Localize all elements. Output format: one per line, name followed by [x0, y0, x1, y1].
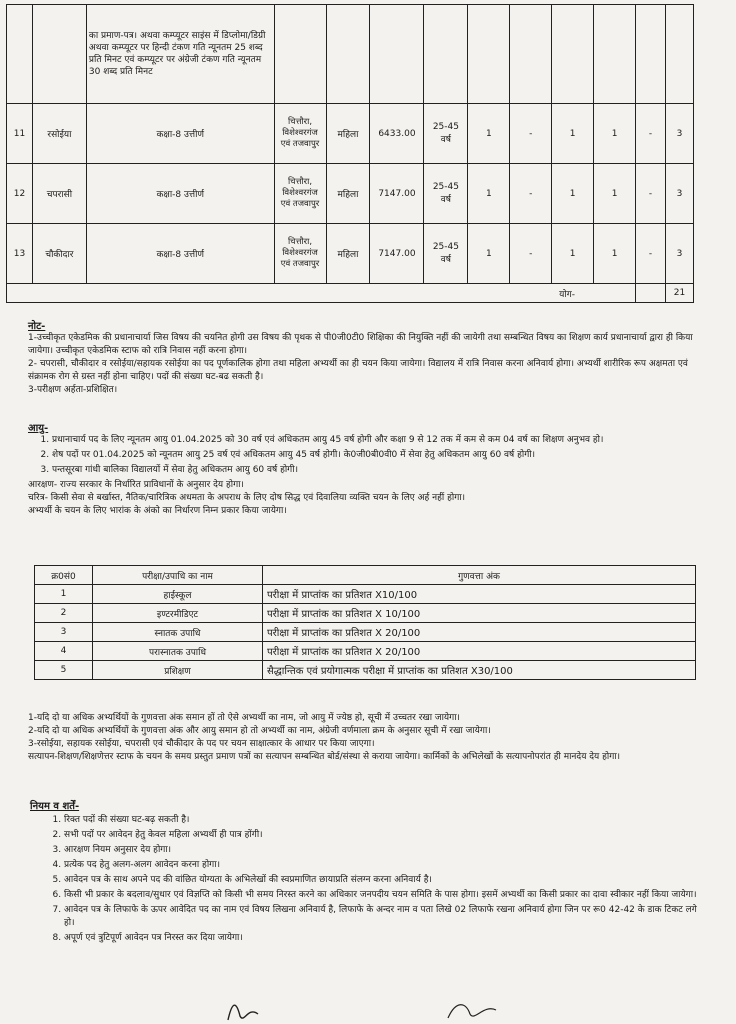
sno-cell: 3: [35, 623, 93, 642]
marks-cell: परीक्षा में प्राप्तांक का प्रतिशत X 20/100: [263, 642, 696, 661]
terms-heading: नियम व शर्तें-: [30, 801, 80, 812]
post-cell: चपरासी: [32, 164, 86, 224]
marks-cell: परीक्षा में प्राप्तांक का प्रतिशत X 10/100: [263, 604, 696, 623]
total-cell: 3: [665, 224, 693, 284]
table-row: [7, 104, 694, 164]
list-item: 7. आवेदन पत्र के लिफाफे के ऊपर आवेदित पद का नाम एवं विषय लिखना अनिवार्य है, लिफाफे के अन्दर नाम व पता लिखे 02 लिफाफे रखना अनिवार्य होगा जिन पर रू0 42-42 के डाक टिकट लगे हो।: [64, 904, 708, 930]
vacancy-table: [6, 4, 694, 303]
sum-label: योग-: [7, 284, 636, 303]
terms-list: [40, 814, 708, 945]
list-item: 8. अपूर्ण एवं त्रुटिपूर्ण आवेदन पत्र निरस्त कर दिया जायेगा।: [64, 932, 708, 945]
age-cell: 25-45 वर्ष: [424, 104, 468, 164]
location-cell: चित्तौरा, विशेश्वरगंज एवं तजवापुर: [274, 104, 326, 164]
column-header: क्र0सं0: [35, 566, 93, 585]
note-block: [28, 332, 708, 397]
qualification-cell: कक्षा-8 उत्तीर्ण: [86, 224, 274, 284]
marks-cell: परीक्षा में प्राप्तांक का प्रतिशत X 20/100: [263, 623, 696, 642]
age-cell: 25-45 वर्ष: [424, 164, 468, 224]
table-row: [35, 585, 696, 604]
character-text: चरित्र- किसी सेवा से बर्खास्त, नैतिक/चारित्रिक अधमता के अपराध के लिए दोष सिद्ध एवं दिवालिया व्यक्ति चयन के लिए अर्ह नहीं होगा।: [28, 493, 466, 503]
count-cell: 1: [468, 164, 510, 224]
verification-paragraph: सत्यापन-शिक्षण/शिक्षणेत्तर स्टाफ के चयन के समय प्रस्तुत प्रमाण पत्रों का सत्यापन सम्बन्धित बोर्ड/संस्था से कराया जायेगा। कार्मिकों के अभिलेखों के सत्यापनोपरांत ही मानदेय देय होगा।: [28, 752, 621, 762]
count-cell: -: [510, 224, 552, 284]
qualification-cell: का प्रमाण-पत्र। अथवा कम्प्यूटर साइंस में डिप्लोमा/डिग्री अथवा कम्प्यूटर पर हिन्दी टंकण गति न्यूनतम 25 शब्द प्रति मिनट एवं कम्प्यूटर पर अंग्रेजी टंकण गति न्यूनतम 30 शब्द प्रति मिनट: [86, 5, 274, 104]
list-item: 4. प्रत्येक पद हेतु अलग-अलग आवेदन करना होगा।: [64, 859, 708, 872]
exam-cell: स्नातक उपाधि: [93, 623, 263, 642]
table-row: [7, 164, 694, 224]
pay-cell: 7147.00: [370, 224, 424, 284]
count-cell: 1: [552, 224, 594, 284]
age-list: [28, 434, 708, 477]
count-cell: 1: [594, 224, 636, 284]
table-row: [35, 661, 696, 680]
total-cell: 3: [665, 164, 693, 224]
exam-cell: प्रशिक्षण: [93, 661, 263, 680]
count-cell: 1: [594, 164, 636, 224]
gender-cell: महिला: [326, 224, 370, 284]
sno-cell: 12: [7, 164, 33, 224]
list-item: 1. प्रधानाचार्य पद के लिए न्यूनतम आयु 01.04.2025 को 30 वर्ष एवं अधिकतम आयु 45 वर्ष होगी और कक्षा 9 से 12 तक में कम से कम 04 वर्ष का शिक्षण अनुभव हो।: [52, 434, 708, 447]
count-cell: 1: [594, 104, 636, 164]
location-cell: चित्तौरा, विशेश्वरगंज एवं तजवापुर: [274, 224, 326, 284]
terms-block: [40, 814, 708, 947]
column-header: गुणवत्ता अंक: [263, 566, 696, 585]
signature-marks: [218, 996, 508, 1024]
list-item: 2. सभी पदों पर आवेदन हेतु केवल महिला अभ्यर्थी ही पात्र होंगी।: [64, 829, 708, 842]
age-block: [28, 434, 708, 518]
list-item: 3. पन्तसूरबा गांधी बालिका विद्यालयों में सेवा हेतु अधिकतम आयु 60 वर्ष होगी।: [52, 464, 708, 477]
marks-cell: सैद्धान्तिक एवं प्रयोगात्मक परीक्षा में प्राप्तांक का प्रतिशत X30/100: [263, 661, 696, 680]
exam-cell: इण्टरमीडिएट: [93, 604, 263, 623]
count-cell: -: [510, 164, 552, 224]
count-cell: -: [510, 104, 552, 164]
table-row: [35, 642, 696, 661]
note-paragraph: 1-उच्चीकृत एकेडमिक की प्रधानाचार्या जिस विषय की चयनित होगी उस विषय की पृथक से पी0जी0टी0 शिक्षिका की नियुक्ति नहीं की जायेगी तथा सम्बन्धित विषय का शिक्षण कार्य प्रधानाचार्या द्वारा ही किया जायेगा। उच्चीकृत एकेडमिक स्टाफ को रात्रि निवास नहीं करना होगा।: [28, 333, 693, 356]
list-item: 5. आवेदन पत्र के साथ अपने पद की वांछित योग्यता के अभिलेखों की स्वप्रमाणित छायाप्रति संलग्न करना अनिवार्य है।: [64, 874, 708, 887]
count-cell: 1: [468, 224, 510, 284]
sno-cell: 11: [7, 104, 33, 164]
table-row: [35, 623, 696, 642]
post-cell: चौकीदार: [32, 224, 86, 284]
qualification-cell: कक्षा-8 उत्तीर्ण: [86, 104, 274, 164]
age-heading: आयु-: [28, 423, 49, 434]
table-row: [7, 5, 694, 104]
gender-cell: महिला: [326, 104, 370, 164]
count-cell: 1: [552, 164, 594, 224]
merit-header-row: [35, 566, 696, 585]
note-paragraph: 2- चपरासी, चौकीदार व रसोईया/सहायक रसोईया का पद पूर्णकालिक होगा तथा महिला अभ्यर्थी का ही चयन किया जायेगा। विद्यालय में रात्रि निवास करना अनिवार्य होगा। अभ्यर्थी शारीरिक रूप अक्षमता एवं संक्रामक रोग से ग्रस्त नहीं होना चाहिए। पदों की संख्या घट-बढ सकती है।: [28, 359, 688, 382]
sno-cell: 13: [7, 224, 33, 284]
count-cell: 1: [552, 104, 594, 164]
exam-cell: परास्नातक उपाधि: [93, 642, 263, 661]
tie-break-paragraph: 1-यदि दो या अधिक अभ्यर्थियों के गुणवत्ता अंक समान हों तो ऐसे अभ्यर्थी का नाम, जो आयु में ज्येष्ठ हो, सूची में उच्चतर रखा जायेगा।: [28, 713, 460, 723]
tie-break-paragraph: 2-यदि दो या अधिक अभ्यर्थियों के गुणवत्ता अंक और आयु समान हो तो अभ्यर्थी का नाम, अंग्रेजी वर्णमाला क्रम के अनुसार सूची में रखा जायेगा।: [28, 726, 491, 736]
pay-cell: 6433.00: [370, 104, 424, 164]
interview-paragraph: 3-रसोईया, सहायक रसोईया, चपरासी एवं चौकीदार के पद पर चयन साक्षात्कार के आधार पर किया जाएगा।: [28, 739, 375, 749]
count-cell: -: [636, 164, 666, 224]
gender-cell: महिला: [326, 164, 370, 224]
table-row: [7, 224, 694, 284]
list-item: 2. शेष पदों पर 01.04.2025 को न्यूनतम आयु 25 वर्ष एवं अधिकतम आयु 45 वर्ष होगी। के0जी0बी0वी0 में सेवा हेतु अधिकतम आयु 60 वर्ष होगी।: [52, 449, 708, 462]
pay-cell: 7147.00: [370, 164, 424, 224]
sno-cell: 2: [35, 604, 93, 623]
tie-break-block: [28, 712, 708, 764]
list-item: 1. रिक्त पदों की संख्या घट-बढ़ सकती है।: [64, 814, 708, 827]
sno-cell: 1: [35, 585, 93, 604]
reservation-text: आरक्षण- राज्य सरकार के निर्धारित प्राविधानों के अनुसार देय होगा।: [28, 480, 244, 490]
note-paragraph: 3-परीक्षण अर्हता-प्रशिक्षित।: [28, 385, 118, 395]
selection-intro: अभ्यर्थी के चयन के लिए भारांक के अंको का निर्धारण निम्न प्रकार किया जायेगा।: [28, 506, 287, 516]
post-cell: रसोईया: [32, 104, 86, 164]
count-cell: 1: [468, 104, 510, 164]
column-header: परीक्षा/उपाधि का नाम: [93, 566, 263, 585]
count-cell: -: [636, 224, 666, 284]
total-cell: 3: [665, 104, 693, 164]
note-heading: नोट-: [28, 321, 46, 332]
table-row: [35, 604, 696, 623]
age-cell: 25-45 वर्ष: [424, 224, 468, 284]
marks-cell: परीक्षा में प्राप्तांक का प्रतिशत X10/100: [263, 585, 696, 604]
list-item: 3. आरक्षण नियम अनुसार देय होगा।: [64, 844, 708, 857]
sum-value: 21: [665, 284, 693, 303]
sno-cell: 5: [35, 661, 93, 680]
merit-table: [34, 565, 696, 680]
sum-row: [7, 284, 694, 303]
count-cell: -: [636, 104, 666, 164]
list-item: 6. किसी भी प्रकार के बदलाव/सुधार एवं विज्ञप्ति को किसी भी समय निरस्त करने का अधिकार जनपदीय चयन समिति के पास होगा। इसमें अभ्यर्थी का किसी प्रकार का दावा स्वीकार नहीं किया जायेगा।: [64, 889, 708, 902]
sno-cell: 4: [35, 642, 93, 661]
exam-cell: हाईस्कूल: [93, 585, 263, 604]
location-cell: चित्तौरा, विशेश्वरगंज एवं तजवापुर: [274, 164, 326, 224]
qualification-cell: कक्षा-8 उत्तीर्ण: [86, 164, 274, 224]
